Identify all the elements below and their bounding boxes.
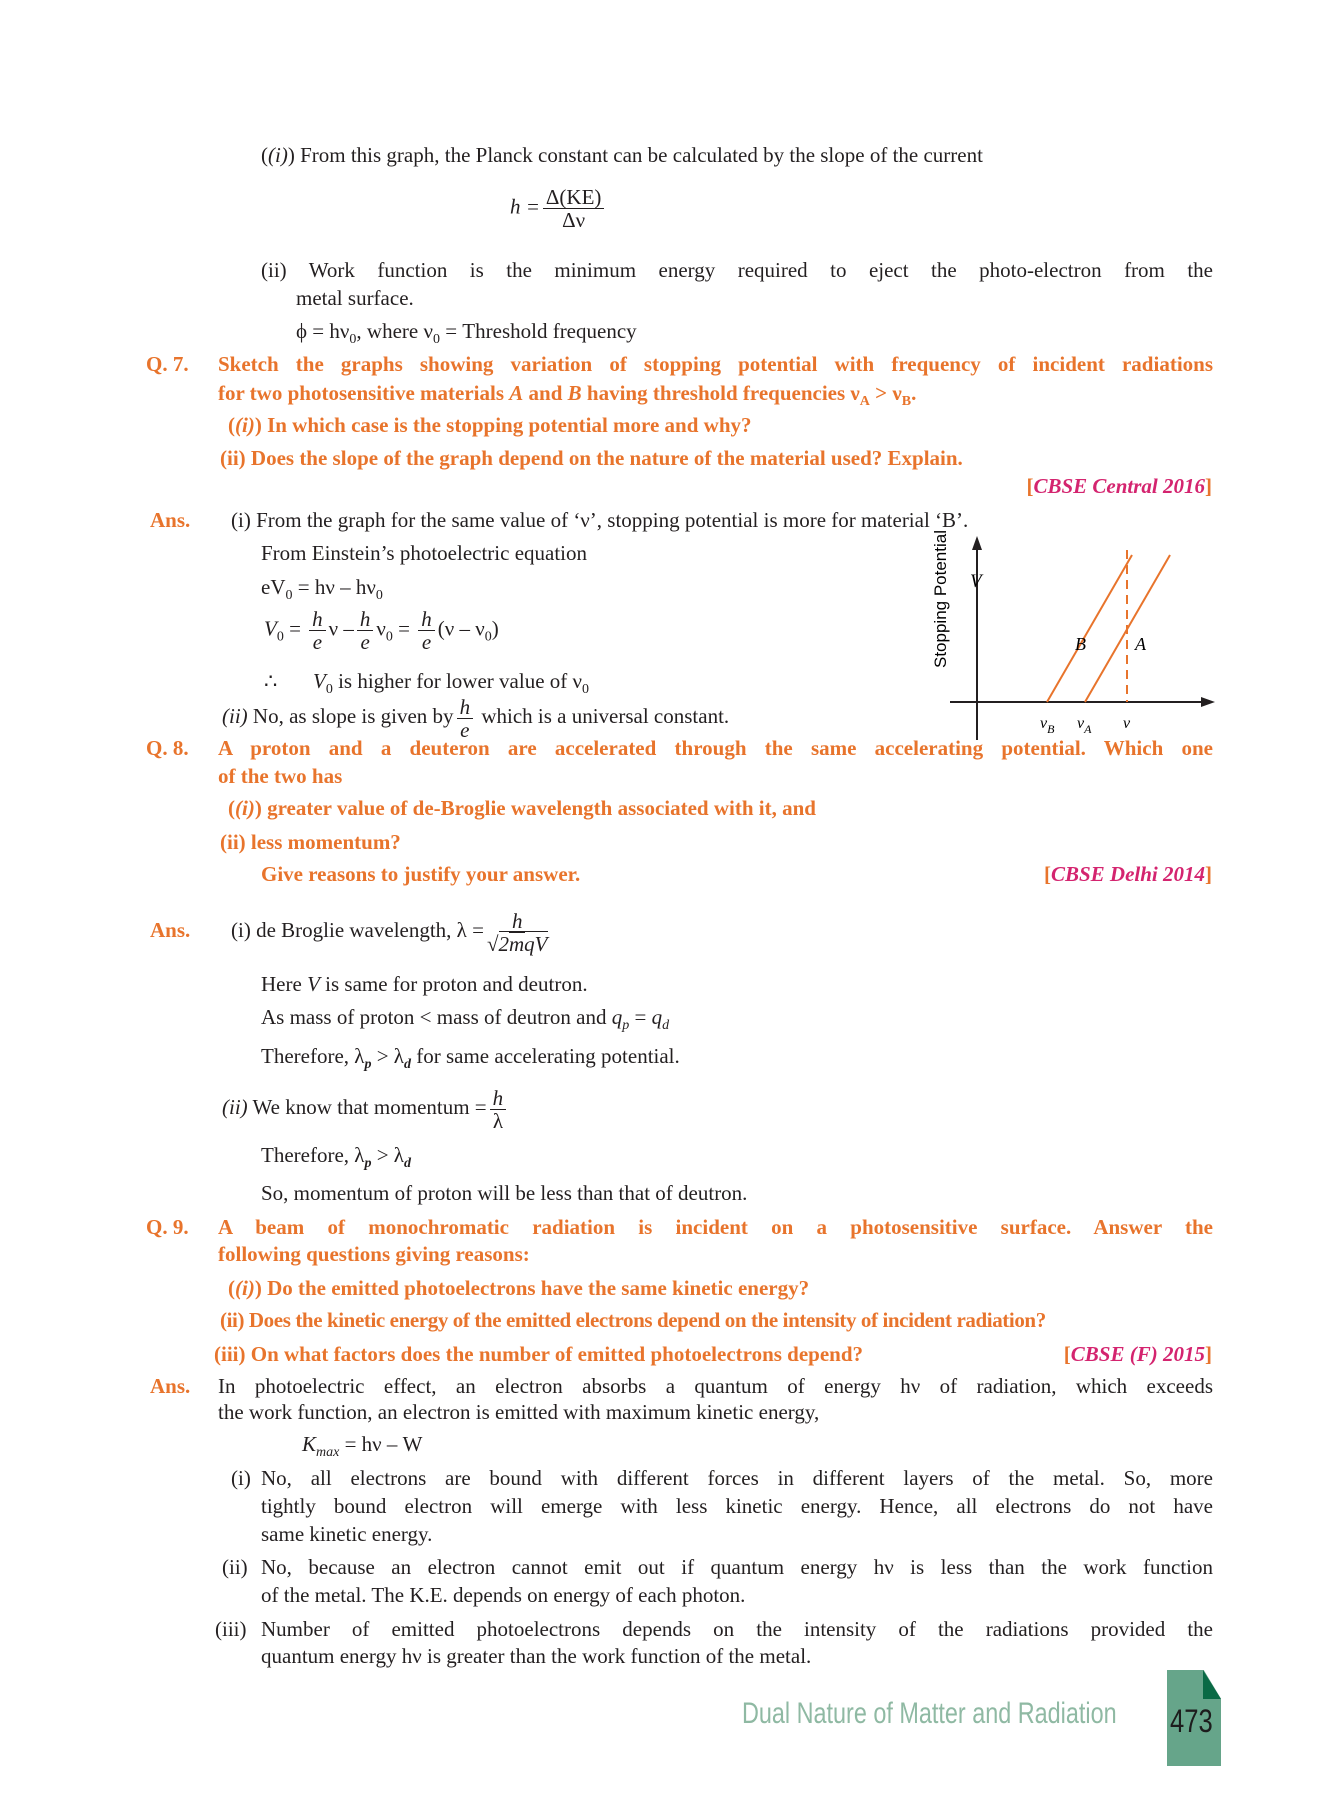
label: (i) (231, 508, 251, 532)
a7-line2: From Einstein’s photoelectric equation (261, 541, 588, 565)
q8-label: Q. 8. (146, 736, 189, 760)
q9-source: [CBSE (F) 2015] (1063, 1342, 1212, 1366)
t: and (523, 381, 568, 405)
text: de Broglie wavelength, λ = (256, 918, 484, 942)
a7-eq1 (261, 574, 383, 603)
s: 0 (385, 629, 393, 645)
n: h (418, 608, 435, 631)
s: 0 (276, 629, 284, 645)
label: (i) (235, 413, 255, 437)
y-axis-label: Stopping Potential (931, 530, 950, 668)
a8-i (231, 906, 551, 955)
d: λ (492, 1108, 503, 1133)
q8-ii (220, 829, 401, 855)
stopping-potential-graph (920, 530, 1220, 755)
frac (490, 1087, 507, 1132)
a9-iii-label: (iii) (215, 1617, 247, 1641)
a9-i-label: (i) (231, 1466, 251, 1490)
text: less momentum? (250, 830, 401, 854)
t: V (307, 972, 320, 996)
label: (ii) (220, 830, 246, 854)
q9-line1: A beam of monochromatic radiation is incident on a photosensitive surface. Answer the (218, 1215, 1213, 1239)
q9-ii (220, 1307, 1046, 1333)
t: > λ (371, 1143, 404, 1167)
den: Δν (562, 208, 586, 232)
label: (ii) (222, 1095, 248, 1119)
s: 0 (484, 629, 492, 645)
q9-label: Q. 9. (146, 1215, 189, 1239)
planck-equation (510, 186, 607, 231)
a9-ii2: of the metal. The K.E. depends on energy of each photon. (261, 1583, 746, 1607)
t: Therefore, λ (261, 1044, 365, 1068)
t: We know that momentum = (252, 1095, 487, 1119)
frac (418, 608, 435, 653)
q8-line1: A proton and a deuteron are accelerated through the same accelerating potential. Which one (218, 736, 1213, 760)
frac (309, 608, 326, 653)
n: h (357, 608, 374, 631)
t: V (264, 616, 277, 641)
t: , where ν (356, 319, 433, 343)
s: B (1047, 722, 1055, 736)
tick-va (1077, 715, 1092, 736)
t: 2mqV (498, 931, 548, 956)
a9-l1: In photoelectric effect, an electron absorbs a quantum of energy hν of radiation, which exceeds (218, 1374, 1213, 1398)
q9-line2: following questions giving reasons: (218, 1242, 530, 1266)
s: A (1084, 722, 1092, 736)
s: max (316, 1445, 340, 1460)
q7-label: Q. 7. (146, 352, 189, 376)
t: (ν – ν (437, 616, 485, 641)
d (487, 933, 548, 955)
t: for two photosensitive materials (218, 381, 510, 405)
s: p (364, 1156, 372, 1171)
t: > ν (869, 381, 902, 405)
t: . (911, 381, 917, 405)
n: h (457, 696, 474, 719)
x-arrow-icon (1201, 697, 1215, 707)
q7-source: [CBSE Central 2016] (1026, 474, 1212, 498)
t: > λ (371, 1044, 404, 1068)
n: h (490, 1087, 507, 1110)
t: CBSE Delhi 2014 (1050, 862, 1205, 886)
q9-i: ((i)) Do the emitted photoelectrons have the same kinetic energy? (228, 1276, 810, 1300)
n: h (509, 910, 526, 933)
a9-iii2: quantum energy hν is greater than the work function of the metal. (261, 1644, 812, 1668)
a9-l2: the work function, an electron is emitted with maximum kinetic energy, (218, 1400, 820, 1424)
a8-label: Ans. (150, 918, 191, 942)
q7-i: ((i)) In which case is the stopping potential more and why? (228, 413, 752, 437)
t: is higher for lower value of ν (332, 669, 582, 693)
t: = hν – hν (292, 575, 376, 599)
t: ν – (328, 616, 354, 641)
a7-eq2 (264, 608, 499, 653)
frac (487, 910, 548, 955)
a7-label: Ans. (150, 508, 191, 532)
label: (i) (268, 143, 288, 167)
t: Therefore, λ (261, 1143, 365, 1167)
t: Here (261, 972, 308, 996)
t: No, as slope is given by (252, 704, 454, 728)
text: On what factors does the number of emitted photoelectrons depend? (250, 1342, 864, 1366)
y-var-label: V (970, 571, 982, 592)
eq: h = (510, 194, 540, 219)
n: h (309, 608, 326, 631)
a7-ii (222, 694, 729, 741)
t: = (629, 1005, 652, 1029)
t: ν (1077, 715, 1085, 732)
a7-eq3 (313, 668, 589, 697)
s: 0 (375, 588, 383, 603)
s: A (859, 394, 870, 409)
s: 0 (582, 682, 589, 697)
prev-ii (261, 257, 1213, 283)
t: having threshold frequencies ν (581, 381, 860, 405)
label: (i) (235, 1276, 255, 1300)
q8-line2: of the two has (218, 764, 343, 788)
text: From this graph, the Planck constant can be calculated by the slope of the current (300, 143, 983, 167)
a8-l3 (261, 1004, 670, 1033)
t: CBSE Central 2016 (1033, 474, 1205, 498)
t: which is a universal constant. (481, 704, 730, 728)
q8-line5: Give reasons to justify your answer. (261, 862, 581, 886)
a7-i (231, 507, 968, 533)
t: = (283, 616, 307, 641)
q8-source: [CBSE Delhi 2014] (1043, 862, 1212, 886)
line-b (1047, 555, 1132, 702)
s: B (901, 394, 912, 409)
a9-ii1: No, because an electron cannot emit out if quantum energy hν is less than the work function (261, 1555, 1213, 1579)
q7-ii (220, 445, 963, 471)
a8-l6 (261, 1142, 411, 1171)
s: d (403, 1057, 411, 1072)
label-b: B (1075, 634, 1086, 654)
q8-i: ((i)) greater value of de-Broglie wavelength associated with it, and (228, 796, 816, 820)
text: Does the kinetic energy of the emitted electrons depend on the intensity of incident radiation? (248, 1308, 1046, 1332)
a8-l2 (261, 971, 588, 997)
label: (i) (235, 796, 255, 820)
q7-line1: Sketch the graphs showing variation of stopping potential with frequency of incident radiations (218, 352, 1213, 376)
label: (ii) (261, 258, 287, 282)
text: From the graph for the same value of ‘ν’, stopping potential is more for material ‘B’. (256, 508, 969, 532)
s: p (622, 1018, 630, 1033)
t: q (611, 1005, 623, 1029)
page-number: 473 (1170, 1703, 1213, 1739)
s: d (403, 1156, 411, 1171)
t: A (509, 381, 524, 405)
text: Do the emitted photoelectrons have the same kinetic energy? (267, 1276, 810, 1300)
label-a: A (1135, 634, 1146, 654)
a9-ii-label: (ii) (222, 1555, 248, 1579)
t: V (313, 669, 326, 693)
frac (357, 608, 374, 653)
therefore-sign: ∴ (264, 669, 278, 693)
label: (ii) (222, 704, 248, 728)
t: = (392, 616, 416, 641)
label: (iii) (214, 1342, 246, 1366)
s: d (662, 1018, 670, 1033)
t: = Threshold frequency (439, 319, 637, 343)
chapter-title-footer: Dual Nature of Matter and Radiation (742, 1697, 1117, 1730)
text: In which case is the stopping potential more and why? (267, 413, 752, 437)
a9-i2: tightly bound electron will emerge with less kinetic energy. Hence, all electrons do not have (261, 1494, 1213, 1518)
t: q (651, 1005, 663, 1029)
t: for same accelerating potential. (410, 1044, 680, 1068)
s: p (364, 1057, 372, 1072)
q9-iii (214, 1341, 863, 1367)
label: (ii) (220, 446, 246, 470)
t: = hν – W (339, 1432, 423, 1456)
s: 0 (325, 682, 333, 697)
d: e (360, 630, 370, 654)
tick-vb (1040, 715, 1055, 736)
prev-ii-cont: metal surface. (296, 286, 414, 310)
tick-v: ν (1123, 715, 1131, 732)
a8-l4 (261, 1043, 680, 1072)
t: B (567, 381, 582, 405)
t: ϕ = hν (296, 319, 350, 343)
d: e (312, 630, 323, 654)
s: 0 (285, 588, 293, 603)
phi-equation (296, 318, 637, 347)
d: e (460, 717, 470, 742)
text: Work function is the minimum energy required to eject the photo-electron from the (308, 258, 1214, 282)
d: e (421, 630, 432, 654)
a8-ii (222, 1083, 509, 1132)
a9-i1: No, all electrons are bound with different forces in different layers of the metal. So, more (261, 1466, 1213, 1490)
t: K (302, 1432, 317, 1456)
t: eV (261, 575, 286, 599)
q7-line2 (218, 380, 917, 409)
t: ν (376, 616, 386, 641)
t: is same for proton and deutron. (319, 972, 588, 996)
a9-label: Ans. (150, 1374, 191, 1398)
a8-l7: So, momentum of proton will be less than that of deutron. (261, 1181, 748, 1205)
num: Δ(KE) (543, 186, 604, 209)
t: As mass of proton < mass of deutron and (261, 1005, 612, 1029)
kmax-equation (302, 1431, 423, 1460)
s: 0 (349, 332, 357, 347)
text: Does the slope of the graph depend on the nature of the material used? Explain. (250, 446, 963, 470)
t: ) (491, 616, 499, 641)
text: greater value of de-Broglie wavelength associated with it, and (267, 796, 816, 820)
label: (i) (231, 918, 251, 942)
t: ν (1040, 715, 1048, 732)
a9-iii1: Number of emitted photoelectrons depends on the intensity of the radiations provided the (261, 1617, 1213, 1641)
label: (ii) (220, 1308, 245, 1332)
root-sign: √ (486, 931, 499, 956)
fraction (543, 186, 604, 231)
s: 0 (432, 332, 440, 347)
t: CBSE (F) 2015 (1070, 1342, 1205, 1366)
y-arrow-icon (972, 536, 982, 550)
a9-i3: same kinetic energy. (261, 1522, 433, 1546)
prev-i: ((i)) From this graph, the Planck constant can be calculated by the slope of the current (261, 143, 983, 167)
frac (457, 696, 474, 741)
